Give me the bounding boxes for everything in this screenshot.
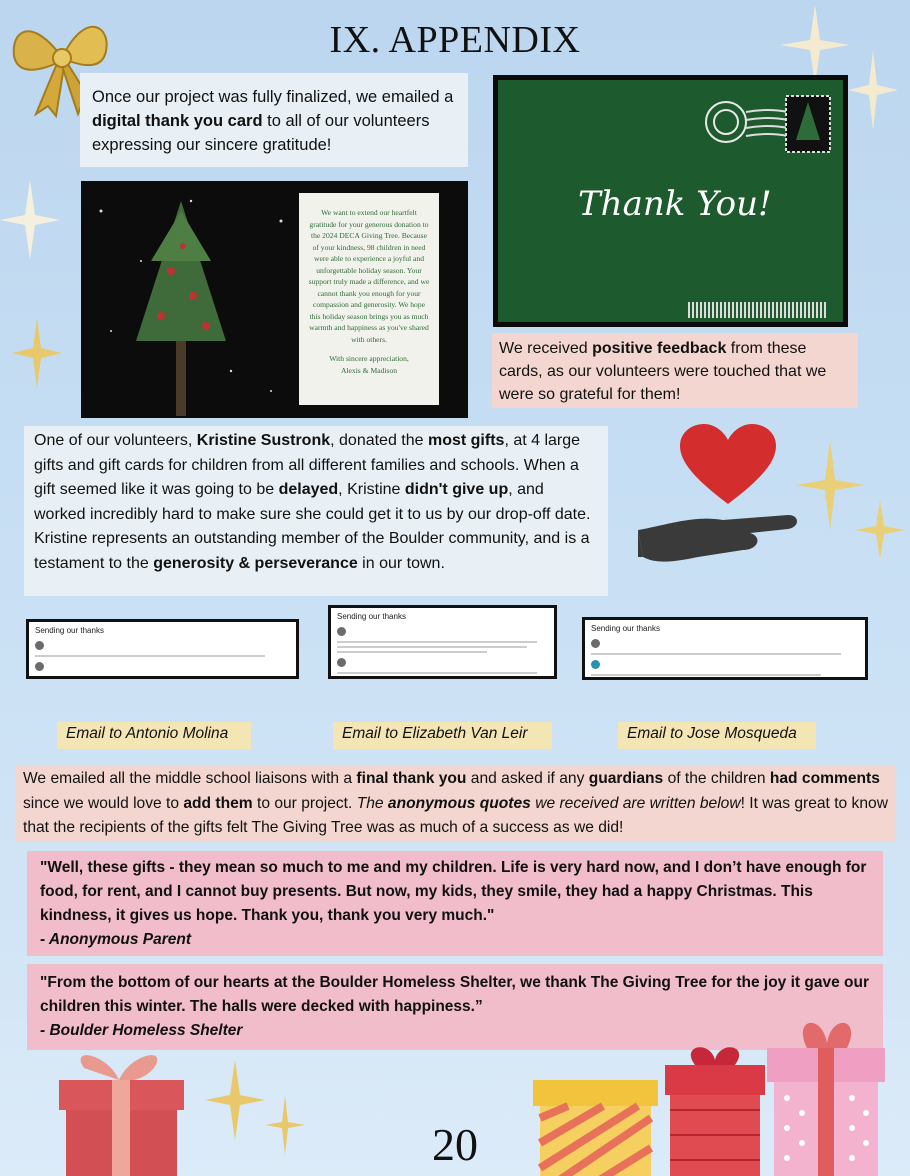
intro-text: Once our project was fully finalized, we emailed a digital thank you card to all of our volunteers expressing our sincere gratitude! [80,73,468,167]
stamp-icon [698,90,838,160]
barcode [688,302,828,318]
quote-parent [27,851,883,956]
thank-you-card-image [493,75,848,327]
star-icon [0,180,60,260]
note-signoff: With sincere appreciation, [329,354,409,363]
star-icon [780,5,850,85]
note-names: Alexis & Madison [340,365,398,375]
quote-shelter [27,964,883,1050]
caption-elizabeth: Email to Elizabeth Van Leir [333,722,552,749]
hand-icon [638,495,803,575]
page-number: 20 [432,1119,478,1170]
star-icon [848,50,898,130]
quote-shelter-author: - Boulder Homeless Shelter [40,1022,243,1039]
caption-jose: Email to Jose Mosqueda [618,722,816,749]
feedback-text: We received positive feedback from these cards, as our volunteers were touched that we were so grateful for them! [492,333,858,408]
liaisons-text: We emailed all the middle school liaisons with a final thank you and asked if any guardians of the children had comments since we would love to add them to our project. The anonymous quotes we received are written below! It was great to know that the recipients of the gifts felt The Giving Tree was as much of a success as we did! [16,765,896,842]
note-body: We want to extend our heartfelt gratitude for your generous donation to the 2024 DECA Giving Tree. Because of your kindness, 98 children in need were able to experience a joyful and unforgettable holiday season. Your support truly made a difference, and we cannot thank you enough for your compassion and generosity. We hope this holiday season brings you as much warmth and happiness as you've shared with others. [308,208,430,344]
kristine-text: One of our volunteers, Kristine Sustronk, donated the most gifts, at 4 large gifts and gift cards for children from all different families and schools. When a gift seemed like it was going to be delayed, Kristine didn't give up, and worked incredibly hard to make sure she could get it to us by our drop-off date. Kristine represents an outstanding member of the Boulder community, and is a testament to the generosity & perseverance in our town. [24,426,608,596]
thank-you-script: Thank You! [578,184,772,224]
tree-icon [121,201,241,416]
quote-shelter-text: "From the bottom of our hearts at the Boulder Homeless Shelter, we thank The Giving Tree for the joy it gave our children this winter. The halls were decked with happiness.” [40,974,869,1015]
page-title: IX. APPENDIX [329,19,581,61]
digital-card-image [81,181,468,418]
quote-parent-text: "Well, these gifts - they mean so much to me and my children. Life is very hard now, and I don’t have enough for food, for rent, and I cannot buy presents. But now, my kids, they smile, they had a happy Christmas. This kindness, it gives us hope. Thank you, thank you very much." [40,859,867,924]
star-icon [12,318,62,388]
star-icon [855,500,905,560]
thank-you-note [299,193,439,405]
email-screenshot-antonio: Sending our thanks [26,619,299,679]
caption-antonio: Email to Antonio Molina [57,722,251,749]
email-screenshot-elizabeth: Sending our thanks [328,605,557,679]
email-screenshot-jose: Sending our thanks [582,617,868,680]
quote-parent-author: - Anonymous Parent [40,931,191,948]
heart-icon [680,424,776,506]
